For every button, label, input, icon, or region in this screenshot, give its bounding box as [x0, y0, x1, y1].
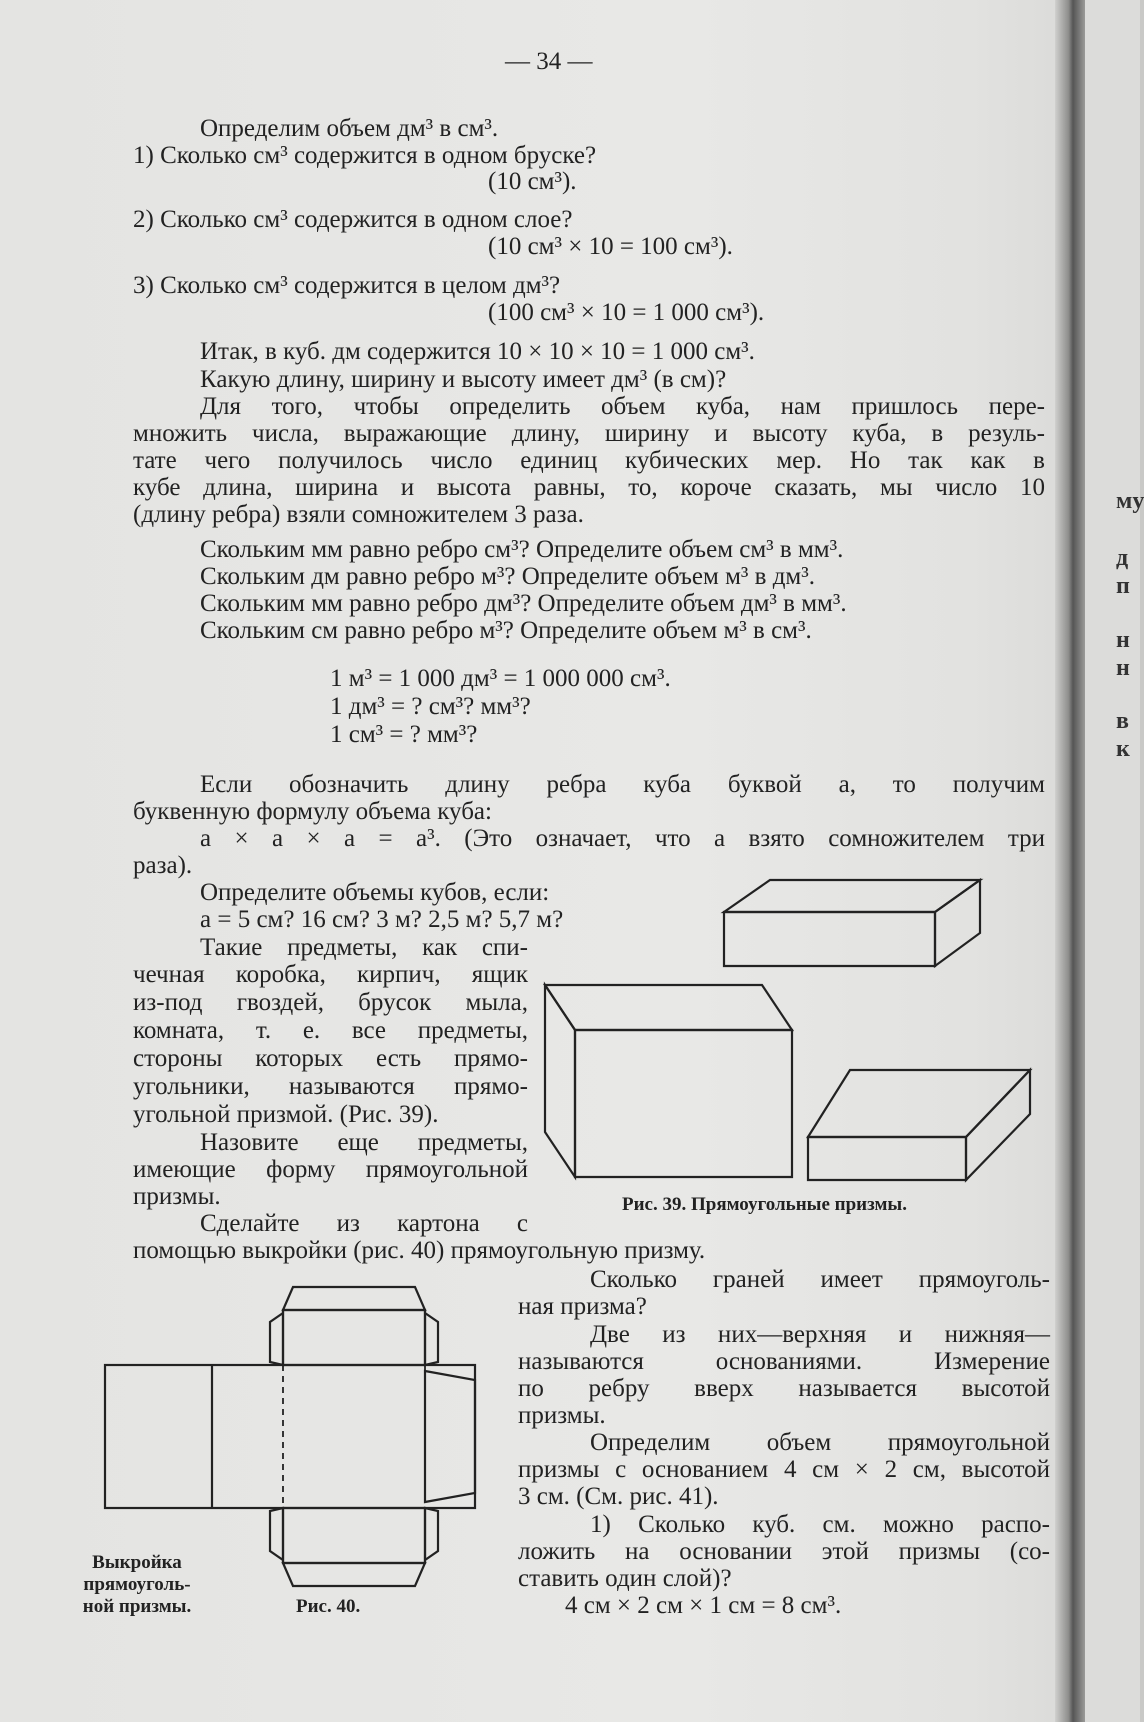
line-30: из-под гвоздей, брусок мыла, — [133, 989, 528, 1016]
line-49: 1) Сколько куб. см. можно распо- — [590, 1511, 1050, 1538]
margin-fragment: му — [1116, 488, 1144, 514]
line-16: Скольким дм равно ребро м³? Определите объем м³ в дм³. — [200, 563, 815, 590]
line-35: Назовите еще предметы, — [200, 1129, 528, 1156]
line-05: (10 см³ × 10 = 100 см³). — [488, 233, 733, 260]
line-12: тате чего получилось число единиц кубических мер. Но так как в — [133, 447, 1045, 474]
line-28: Такие предметы, как спи- — [200, 934, 528, 961]
line-39: помощью выкройки (рис. 40) прямоугольную призму. — [133, 1237, 706, 1264]
line-25: раза). — [133, 852, 193, 879]
line-09: Какую длину, ширину и высоту имеет дм³ (в см)? — [200, 366, 727, 393]
line-52: 4 см × 2 см × 1 см = 8 см³. — [565, 1592, 842, 1619]
margin-fragment: п — [1116, 573, 1130, 599]
line-27: а = 5 см? 16 см? 3 м? 2,5 м? 5,7 м? — [200, 906, 564, 933]
line-22: Если обозначить длину ребра куба буквой а, то получим — [200, 771, 1045, 798]
line-01: Определим объем дм³ в см³. — [200, 115, 499, 142]
line-34: угольной призмой. (Рис. 39). — [133, 1101, 439, 1128]
line-13: кубе длина, ширина и высота равны, то, короче сказать, мы число 10 — [133, 474, 1045, 501]
margin-fragment: в — [1116, 708, 1129, 734]
line-18: Скольким см равно ребро м³? Определите объем м³ в см³. — [200, 617, 812, 644]
line-17: Скольким мм равно ребро дм³? Определите объем дм³ в мм³. — [200, 590, 847, 617]
line-42: Две из них—верхняя и нижняя— — [590, 1321, 1050, 1348]
line-43: называются основаниями. Измерение — [518, 1348, 1050, 1375]
line-14: (длину ребра) взяли сомножителем 3 раза. — [133, 501, 584, 528]
line-31: комната, т. е. все предметы, — [133, 1017, 528, 1044]
line-03: (10 см³). — [488, 168, 577, 195]
margin-fragment: н — [1116, 655, 1130, 681]
line-40: Сколько граней имеет прямоуголь- — [590, 1266, 1050, 1293]
line-20: 1 дм³ = ? см³? мм³? — [330, 693, 531, 720]
line-37: призмы. — [133, 1183, 221, 1210]
line-11: множить числа, выражающие длину, ширину и высоту куба, в резуль- — [133, 420, 1045, 447]
line-02: 1) Сколько см³ содержится в одном бруске? — [133, 142, 597, 169]
line-36: имеющие форму прямоугольной — [133, 1156, 528, 1183]
line-04: 2) Сколько см³ содержится в одном слое? — [133, 206, 573, 233]
line-24: а × а × а = а³. (Это означает, что а взято сомножителем три — [200, 825, 1045, 852]
line-07: (100 см³ × 10 = 1 000 см³). — [488, 299, 765, 326]
line-15: Скольким мм равно ребро см³? Определите объем см³ в мм³. — [200, 536, 844, 563]
line-08: Итак, в куб. дм содержится 10 × 10 × 10 = 1 000 см³. — [200, 338, 755, 365]
line-46: Определим объем прямоугольной — [590, 1429, 1050, 1456]
line-48: 3 см. (См. рис. 41). — [518, 1483, 719, 1510]
margin-fragment: к — [1116, 736, 1130, 762]
line-38: Сделайте из картона с — [200, 1210, 528, 1237]
line-19: 1 м³ = 1 000 дм³ = 1 000 000 см³. — [330, 665, 671, 692]
line-33: угольники, называются прямо- — [133, 1073, 528, 1100]
line-51: ставить один слой)? — [518, 1565, 732, 1592]
line-10: Для того, чтобы определить объем куба, нам пришлось пере- — [200, 393, 1045, 420]
page-number: — 34 — — [505, 48, 593, 75]
figure-39-caption: Рис. 39. Прямоугольные призмы. — [622, 1194, 908, 1215]
figure-40-side-caption: Выкройка прямоуголь- ной призмы. — [82, 1552, 192, 1617]
line-50: ложить на основании этой призмы (со- — [518, 1538, 1050, 1565]
line-32: стороны которых есть прямо- — [133, 1045, 528, 1072]
line-45: призмы. — [518, 1402, 606, 1429]
margin-fragment: д — [1116, 545, 1129, 571]
margin-fragment: н — [1116, 627, 1130, 653]
line-44: по ребру вверх называется высотой — [518, 1375, 1050, 1402]
line-29: чечная коробка, кирпич, ящик — [133, 961, 528, 988]
line-26: Определите объемы кубов, если: — [200, 879, 550, 906]
line-23: буквенную формулу объема куба: — [133, 798, 492, 825]
line-21: 1 см³ = ? мм³? — [330, 721, 478, 748]
line-41: ная призма? — [518, 1293, 647, 1320]
figure-40-caption: Рис. 40. — [296, 1596, 361, 1617]
line-06: 3) Сколько см³ содержится в целом дм³? — [133, 272, 561, 299]
line-47: призмы с основанием 4 см × 2 см, высотой — [518, 1456, 1050, 1483]
